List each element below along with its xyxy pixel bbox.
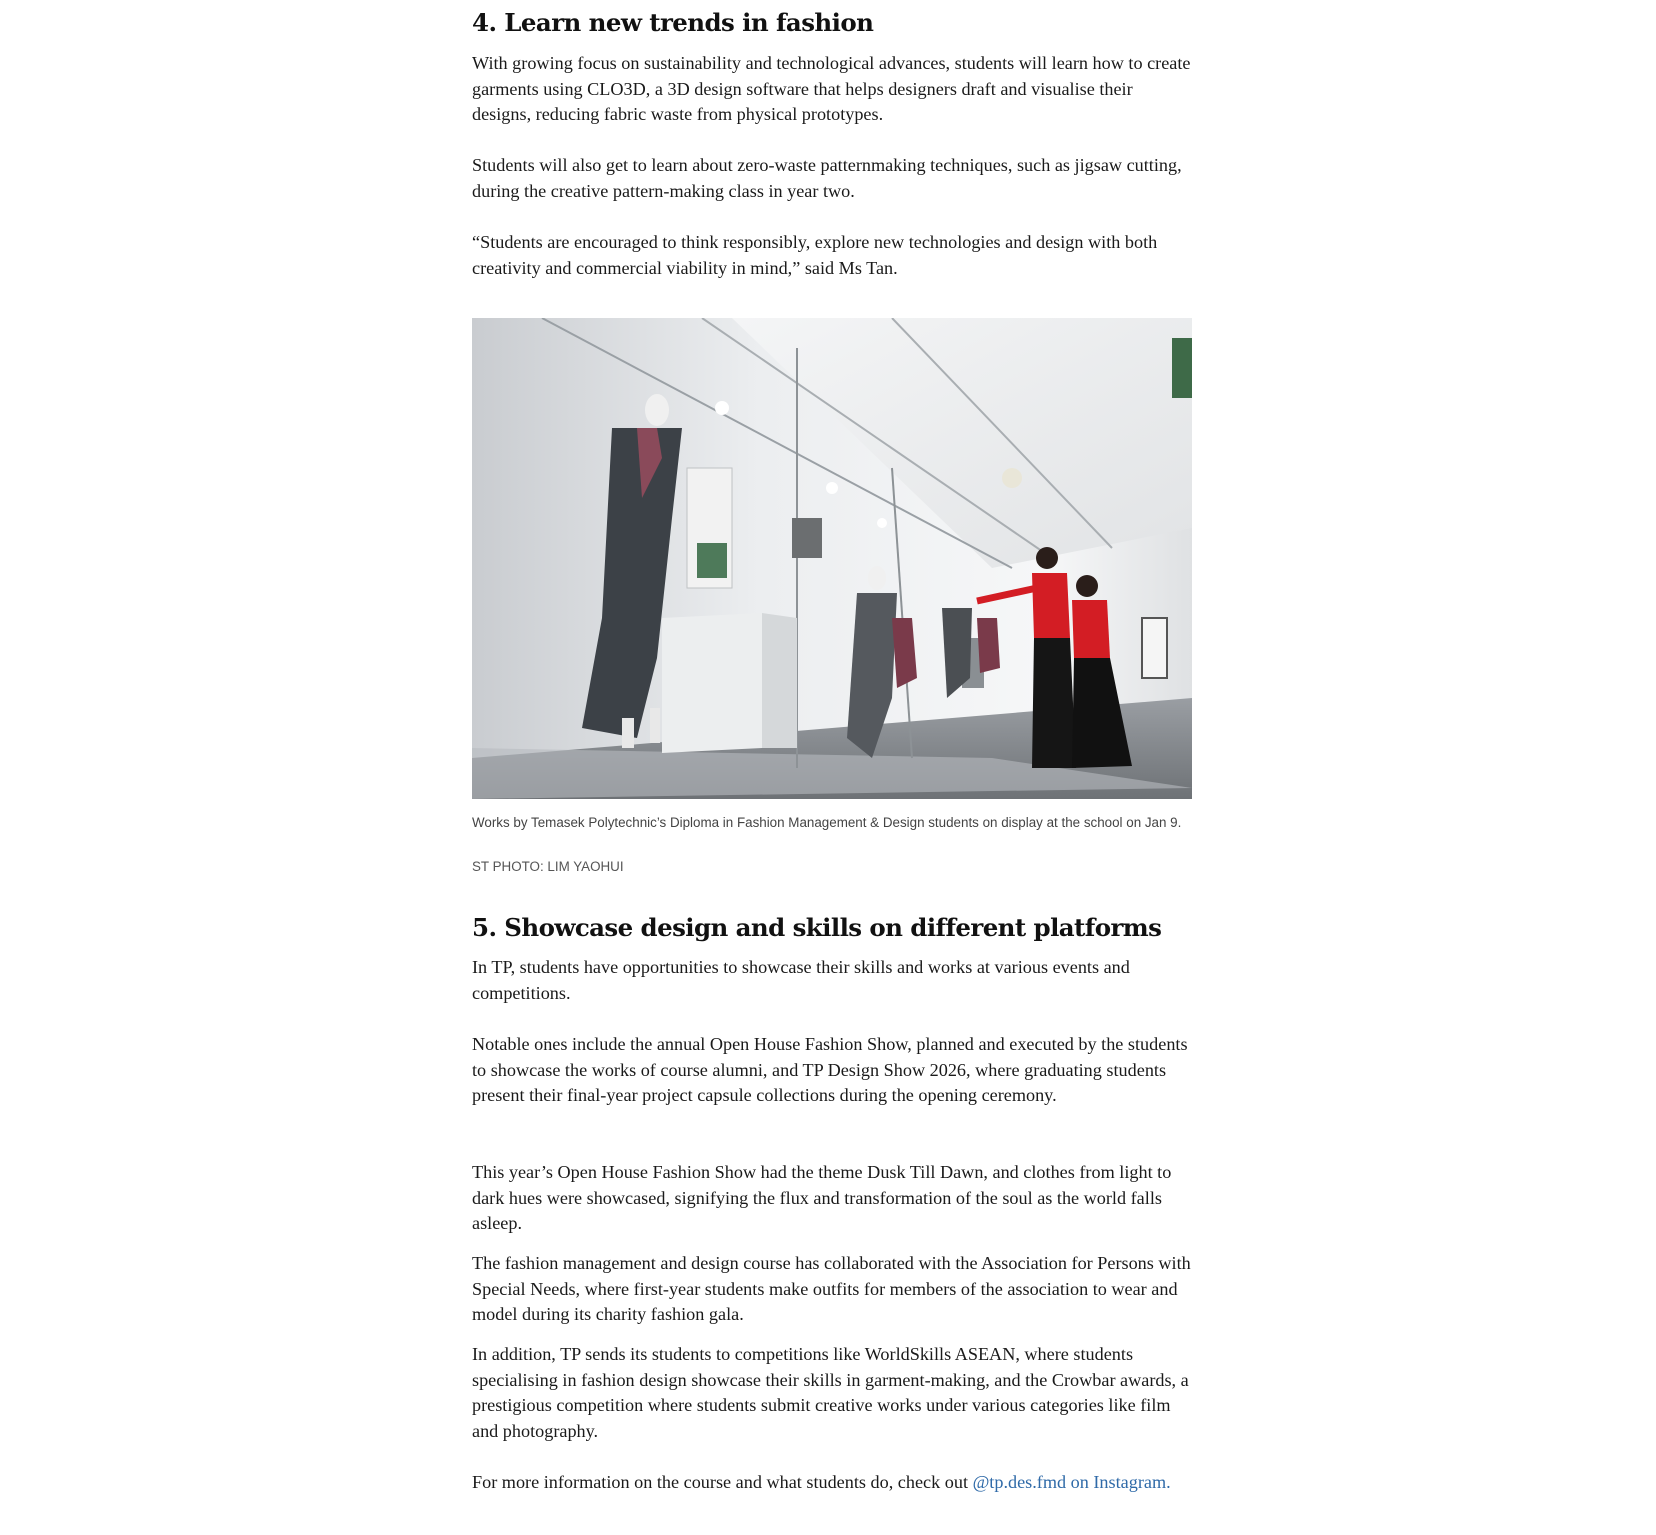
section-heading-learn-trends: 4. Learn new trends in fashion: [472, 8, 874, 37]
paragraph: “Students are encouraged to think responsibly, explore new technologies and design with both creativity and commercial viability in mind,” said Ms Tan.: [472, 232, 1158, 278]
closing-paragraph: [472, 1470, 1194, 1496]
instagram-link[interactable]: @tp.des.fmd on Instagram.: [972, 1472, 1171, 1492]
paragraph: Notable ones include the annual Open House Fashion Show, planned and executed by the students to showcase the works of course alumni, and TP Design Show 2026, where graduating students present their final-year project capsule collections during the opening ceremony.: [472, 1034, 1188, 1106]
photo-caption: Works by Temasek Polytechnic’s Diploma in Fashion Management & Design students on display at the school on Jan 9.: [472, 815, 1182, 830]
paragraph: This year’s Open House Fashion Show had the theme Dusk Till Dawn, and clothes from light to dark hues were showcased, signifying the flux and transformation of the soul as the world falls asleep.: [472, 1162, 1172, 1234]
paragraph: In TP, students have opportunities to showcase their skills and works at various events and competitions.: [472, 957, 1130, 1003]
closing-text: For more information on the course and what students do, check out: [472, 1472, 973, 1492]
paragraph: With growing focus on sustainability and technological advances, students will learn how to create garments using CLO3D, a 3D design software that helps designers draft and visualise their designs, reducing fabric waste from physical prototypes.: [472, 53, 1191, 125]
photo-credit: ST PHOTO: LIM YAOHUI: [472, 859, 624, 874]
exhibition-photo: [472, 318, 1192, 799]
section-heading-showcase: 5. Showcase design and skills on different platforms: [472, 913, 1162, 942]
paragraph: Students will also get to learn about zero-waste patternmaking techniques, such as jigsaw cutting, during the creative pattern-making class in year two.: [472, 155, 1182, 201]
paragraph: The fashion management and design course has collaborated with the Association for Persons with Special Needs, where first-year students make outfits for members of the association to wear and model during its charity fashion gala.: [472, 1253, 1191, 1325]
paragraph: In addition, TP sends its students to competitions like WorldSkills ASEAN, where students specialising in fashion design showcase their skills in garment-making, and the Crowbar awards, a prestigious competition where students submit creative works under various categories like film and photography.: [472, 1344, 1189, 1441]
